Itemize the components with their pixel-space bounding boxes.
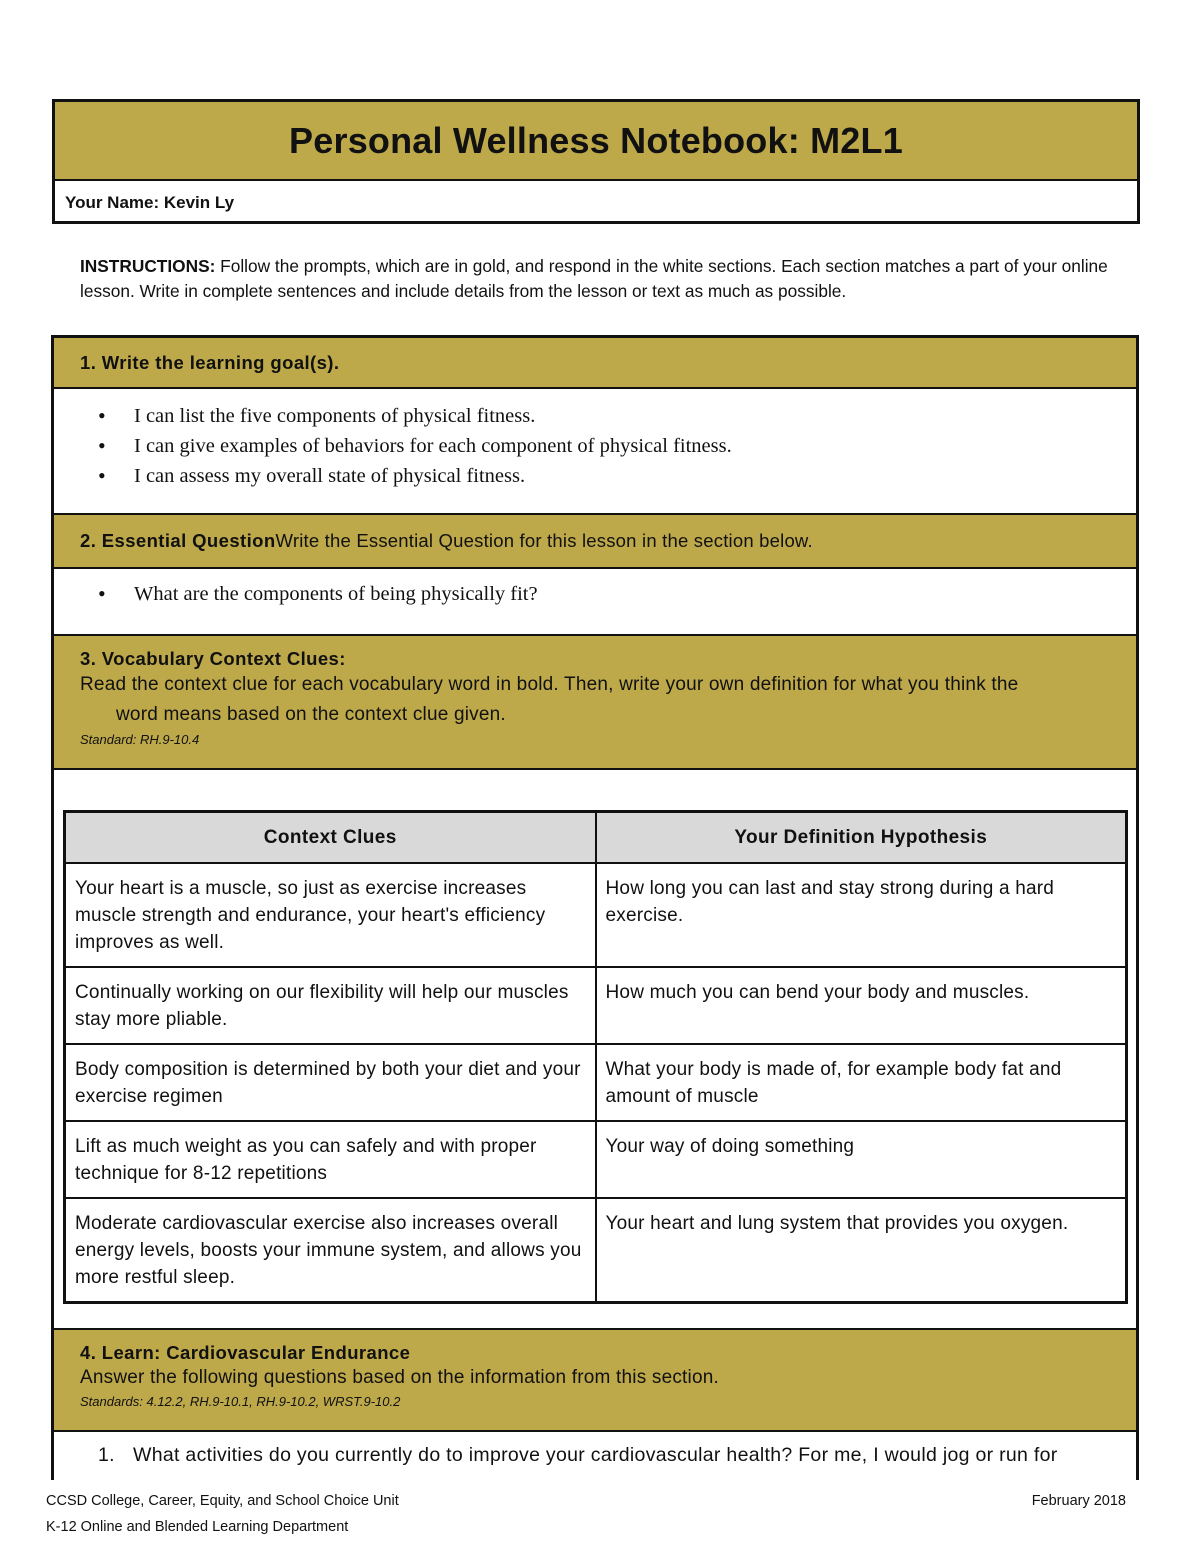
context-clue-cell: Moderate cardiovascular exercise also increases overall energy levels, boosts your immune system, and allows you more restful sleep. [65,1198,596,1303]
context-clue-cell: Continually working on our flexibility will help our muscles stay more pliable. [65,967,596,1044]
question-text: What activities do you currently do to improve your cardiovascular health? For me, I would jog or run for [133,1444,1058,1466]
column-header-definition: Your Definition Hypothesis [596,812,1127,864]
table-row [65,1121,1127,1198]
notebook-body [51,335,1139,1480]
list-item: • What are the components of being physically fit? [54,579,1136,609]
context-clue-cell: Body composition is determined by both your diet and your exercise regimen [65,1044,596,1121]
section3-instruction-2: word means based on the context clue given. [116,704,506,725]
table-row [65,863,1127,967]
section3-heading: 3. Vocabulary Context Clues: [80,648,346,669]
definition-cell[interactable]: How long you can last and stay strong during a hard exercise. [596,863,1127,967]
definition-cell[interactable]: How much you can bend your body and muscles. [596,967,1127,1044]
list-item: • I can assess my overall state of physical fitness. [54,461,1136,491]
vocab-area [54,770,1136,1330]
title-band [55,102,1137,181]
section2-heading-text: Write the Essential Question for this lesson in the section below. [275,530,813,551]
footer-date: February 2018 [1031,1493,1126,1509]
title-box [52,99,1140,224]
section3-instruction-1: Read the context clue for each vocabulary word in bold. Then, write your own definition for what you think the [80,674,1019,695]
section2-response[interactable] [54,569,1136,636]
section4-standards: Standards: 4.12.2, RH.9-10.1, RH.9-10.2, WRST.9-10.2 [80,1394,401,1409]
definition-cell[interactable]: Your heart and lung system that provides you oxygen. [596,1198,1127,1303]
section2-heading-bold: 2. Essential Question [80,530,276,551]
instructions-text: Follow the prompts, which are in gold, and respond in the white sections. Each section matches a part of your online lesson. Write in complete sentences and include details from the lesson or text as much as possible. [80,256,1108,301]
instructions [80,254,1140,304]
definition-cell[interactable]: What your body is made of, for example body fat and amount of muscle [596,1044,1127,1121]
footer-unit: CCSD College, Career, Equity, and School Choice Unit [46,1493,399,1509]
section2-heading [54,515,1136,569]
column-header-context-clues: Context Clues [65,812,596,864]
context-clue-cell: Lift as much weight as you can safely and with proper technique for 8-12 repetitions [65,1121,596,1198]
table-header-row [65,812,1127,864]
page-title: Personal Wellness Notebook: M2L1 [289,119,903,161]
table-row [65,1198,1127,1303]
context-clue-cell: Your heart is a muscle, so just as exercise increases muscle strength and endurance, your heart's efficiency improves as well. [65,863,596,967]
section4-heading: 4. Learn: Cardiovascular Endurance [80,1342,411,1363]
vocab-table [63,810,1128,1304]
table-row [65,1044,1127,1121]
list-item: • I can give examples of behaviors for each component of physical fitness. [54,431,1136,461]
section3-standard: Standard: RH.9-10.4 [80,732,200,747]
instructions-label: INSTRUCTIONS: [80,256,216,276]
question-number: 1. [98,1444,115,1466]
section4-instruction: Answer the following questions based on the information from this section. [80,1367,719,1388]
name-field[interactable]: Your Name: Kevin Ly [65,193,235,212]
definition-cell[interactable]: Your way of doing something [596,1121,1127,1198]
section4-response[interactable] [54,1432,1136,1467]
section4-heading-block [54,1330,1136,1432]
list-item: • I can list the five components of physical fitness. [54,401,1136,431]
section3-heading-block [54,636,1136,770]
section1-response[interactable] [54,389,1136,515]
table-row [65,967,1127,1044]
footer-department: K-12 Online and Blended Learning Department [46,1519,349,1535]
section1-heading: 1. Write the learning goal(s). [54,338,1136,389]
